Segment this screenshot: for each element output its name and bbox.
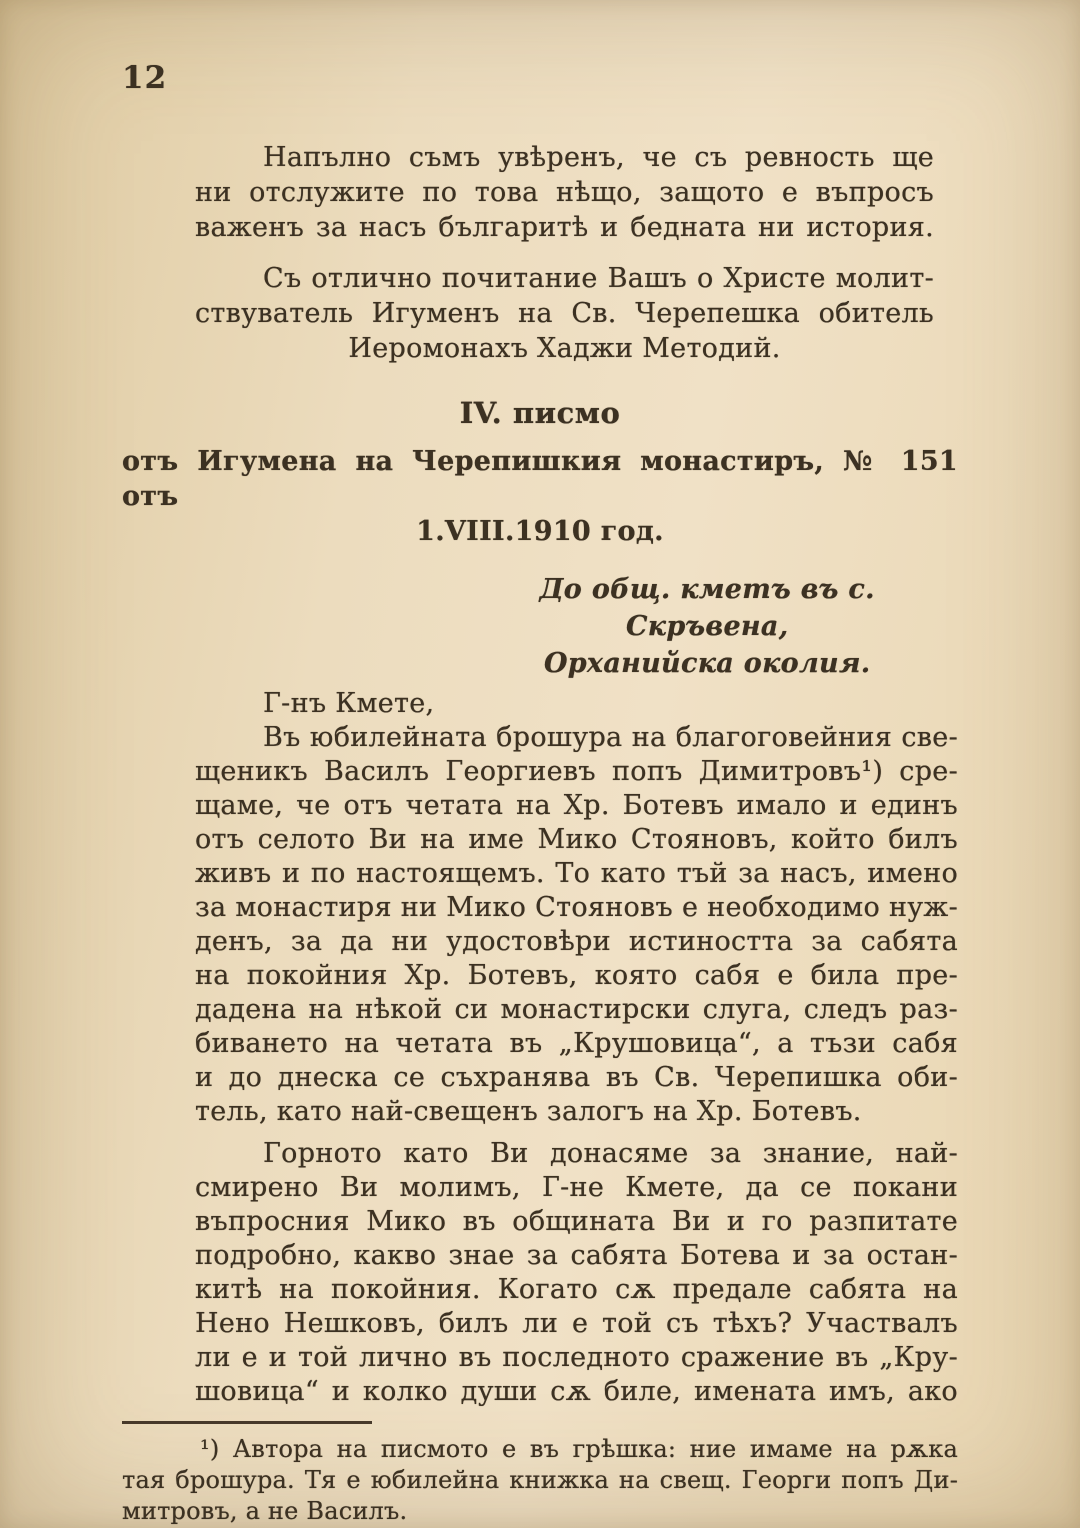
letter-salutation: Г-нъ Кмете, bbox=[263, 688, 435, 719]
letter-address: До общ. кметъ въ с. Скръвена, Орханийска околия. bbox=[539, 574, 875, 679]
footnote-divider bbox=[122, 1421, 372, 1424]
page-number: 12 bbox=[122, 60, 168, 96]
closing-paragraph: Съ отлично почитание Вашъ о Христе молит- ствуватель Игуменъ на Св. Черепешка обитель Иеромонахъ Хаджи Методий. bbox=[195, 263, 934, 364]
letter-body-paragraph-1: Въ юбилейната брошура на благоговейния све- щеникъ Василъ Георгиевъ попъ Димитровъ¹) сре- щаме, че отъ четата на Хр. Ботевъ имало и единъ отъ селото Ви на име Мико Стояновъ, който билъ живъ и по настоящемъ. То като тъй за насъ, имено за монастиря ни Мико Стояновъ е необходимо нуж- денъ, за да ни удостовѣри истиността за сабята на покойния Хр. Ботевъ, която сабя е била пре- дадена на нѣкой си монастирски слуга, следъ раз- биването на четата въ „Крушовица“, а тъзи сабя и до днеска се съхранява въ Св. Черепишка оби- тель, като най-свещенъ залогъ на Хр. Ботевъ. bbox=[195, 722, 958, 1127]
letter-body-paragraph-2: Горното като Ви донасяме за знание, най- смирено Ви молимъ, Г-не Кмете, да се покани въпросния Мико въ общината Ви и го разпитате подробно, какво знае за сабята Ботева и за остан- китѣ на покойния. Когато сѫ предале сабята на Нено Нешковъ, билъ ли е той съ тѣхъ? Участвалъ ли е и той лично въ последното сражение въ „Кру- шовица“ и колко души сѫ биле, имената имъ, ако bbox=[195, 1138, 958, 1407]
letter-heading: IV. писмо bbox=[459, 396, 621, 430]
footnote: ¹) Автора на писмото е въ грѣшка: ние имаме на рѫка тая брошура. Тя е юбилейна книжка на свещ. Георги попъ Ди- митровъ, а не Василъ. bbox=[122, 1435, 958, 1525]
intro-paragraph-1: Напълно съмъ увѣренъ, че съ ревность ще ни отслужите по това нѣщо, защото е въпросъ важенъ за насъ българитѣ и бедната ни история. bbox=[195, 142, 934, 243]
letter-source: отъ Игумена на Черепишкия монастиръ, № 151 отъ 1.VIII.1910 год. bbox=[122, 446, 958, 547]
